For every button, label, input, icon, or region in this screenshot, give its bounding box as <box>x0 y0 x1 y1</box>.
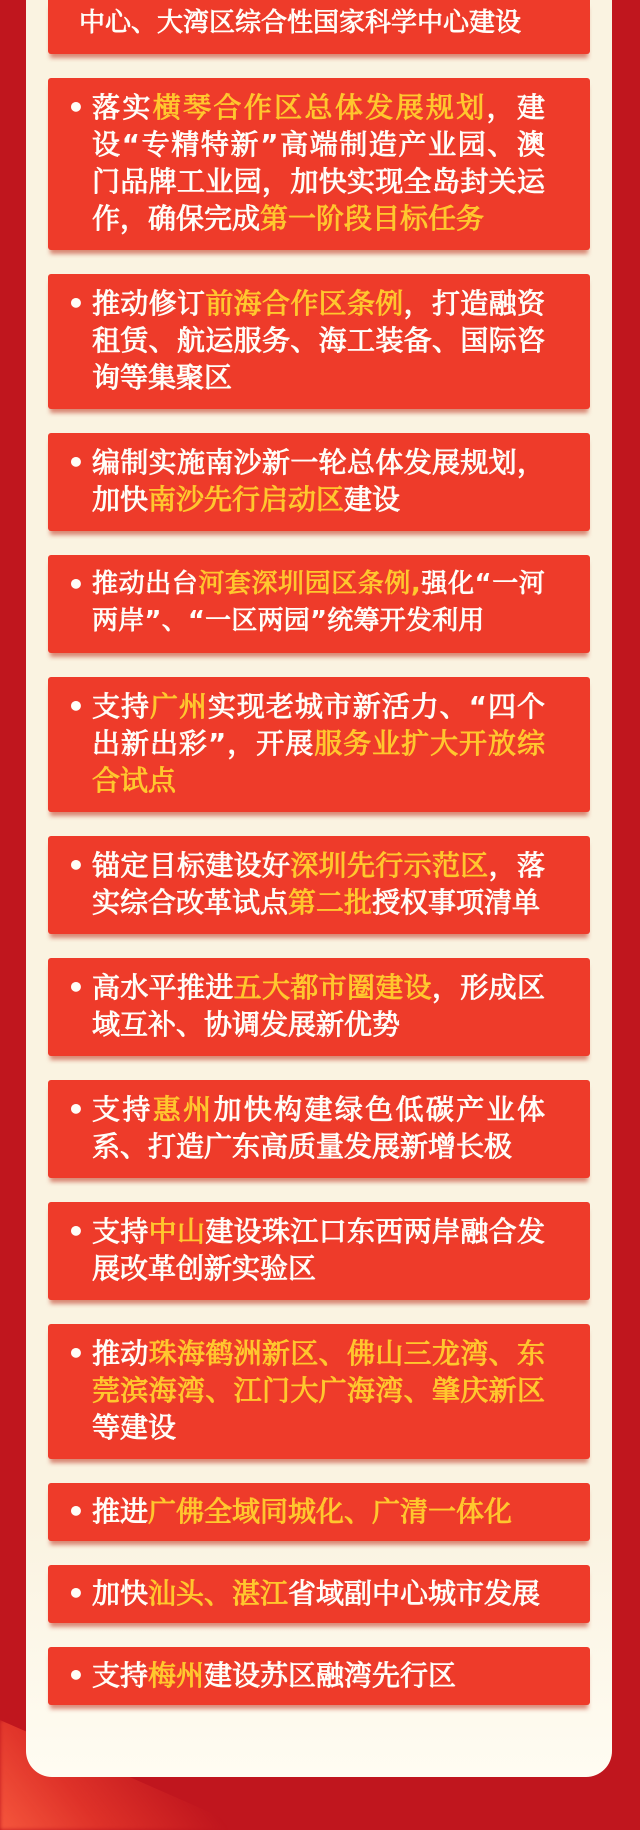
bullet-icon: • <box>67 1093 85 1126</box>
policy-item <box>48 555 590 653</box>
bullet-icon: • <box>67 1659 85 1692</box>
policy-item <box>48 1565 590 1623</box>
item-text <box>92 89 545 237</box>
item-text <box>92 444 545 518</box>
bullet-icon: • <box>66 568 86 601</box>
item-text <box>92 1657 545 1694</box>
bullet-icon: • <box>67 1337 85 1370</box>
text-run: 加快 <box>92 1577 149 1610</box>
bullet-icon: • <box>67 971 85 1004</box>
highlight-text: 第一阶段目标任务 <box>260 202 485 235</box>
text-run: 落实 <box>92 91 153 124</box>
policy-item <box>48 1647 590 1705</box>
content-panel <box>26 0 612 1777</box>
item-text <box>92 1575 545 1612</box>
policy-item <box>48 836 590 934</box>
text-run: 授权事项清单 <box>372 886 541 919</box>
highlight-text: 梅州 <box>148 1659 205 1692</box>
highlight-text: 汕头、湛江 <box>148 1577 289 1610</box>
item-text <box>92 847 545 921</box>
text-run: 建设 <box>344 483 401 516</box>
highlight-text: 前海合作区条例 <box>205 287 404 320</box>
highlight-text: 广州 <box>149 690 208 723</box>
text-run: 省域副中心城市发展 <box>288 1577 541 1610</box>
highlight-text: 深圳先行示范区 <box>290 849 489 882</box>
text-run: 强化“一河两岸”、“一区两园”统筹开发利用 <box>92 569 545 636</box>
text-run: ，落实综合改革试点 <box>92 849 545 919</box>
item-text <box>79 5 545 42</box>
policy-item <box>48 1080 590 1178</box>
item-text <box>92 1493 545 1530</box>
item-text <box>92 1091 545 1165</box>
text-run: ，打造融资租赁、航运服务、海工装备、国际咨询等集聚区 <box>92 287 545 394</box>
text-run: 实现老城市新活力、“四个出新出彩”，开展 <box>92 690 545 760</box>
policy-item <box>48 274 590 409</box>
policy-item <box>48 433 590 531</box>
policy-list <box>48 0 590 1705</box>
text-run: 支持 <box>92 1215 149 1248</box>
item-text <box>92 1213 545 1287</box>
text-run: 加快构建绿色低碳产业体系、打造广东高质量发展新增长极 <box>92 1093 545 1163</box>
text-run: 支持 <box>92 1093 153 1126</box>
text-run: 中心、大湾区综合性国家科学中心建设 <box>79 8 522 38</box>
bullet-icon: • <box>67 91 85 124</box>
item-text <box>92 688 545 799</box>
policy-item <box>48 677 590 812</box>
text-run: 高水平推进 <box>92 971 234 1004</box>
highlight-text: 河套深圳园区条例, <box>198 569 422 599</box>
bullet-icon: • <box>67 690 85 723</box>
highlight-text: 第二批 <box>288 886 373 919</box>
item-text <box>92 1335 545 1446</box>
item-text <box>92 969 545 1043</box>
text-run: 建设苏区融湾先行区 <box>204 1659 457 1692</box>
bullet-icon: • <box>67 849 85 882</box>
highlight-text: 广佛全域同城化、广清一体化 <box>148 1495 513 1528</box>
bullet-icon: • <box>67 287 85 320</box>
highlight-text: 南沙先行启动区 <box>148 483 345 516</box>
text-run: 推进 <box>92 1495 149 1528</box>
text-run: 推动 <box>92 1337 149 1370</box>
text-run: 锚定目标建设好 <box>92 849 291 882</box>
item-text <box>92 285 545 396</box>
highlight-text: 五大都市圈建设 <box>233 971 432 1004</box>
policy-item <box>48 1324 590 1459</box>
policy-item <box>48 0 590 54</box>
text-run: 支持 <box>92 1659 149 1692</box>
text-run: 推动出台 <box>92 569 199 599</box>
text-run: ，形成区域互补、协调发展新优势 <box>92 971 545 1041</box>
text-run: 建设珠江口东西两岸融合发展改革创新实验区 <box>92 1215 545 1285</box>
highlight-text: 珠海鹤洲新区、佛山三龙湾、东莞滨海湾、江门大广海湾、肇庆新区 <box>92 1337 545 1407</box>
highlight-text: 中山 <box>148 1215 206 1248</box>
text-run: ，建设“专精特新”高端制造产业园、澳门品牌工业园，加快实现全岛封关运作，确保完成 <box>92 91 545 235</box>
item-text <box>92 566 545 640</box>
bullet-icon: • <box>67 446 85 479</box>
policy-item <box>48 958 590 1056</box>
highlight-text: 横琴合作区总体发展规划 <box>152 91 487 124</box>
text-run: 推动修订 <box>92 287 206 320</box>
policy-item <box>48 1202 590 1300</box>
policy-item <box>48 1483 590 1541</box>
bullet-icon: • <box>67 1495 85 1528</box>
bullet-icon: • <box>67 1577 85 1610</box>
bullet-icon: • <box>67 1215 85 1248</box>
highlight-text: 服务业扩大开放综合试点 <box>92 727 545 797</box>
text-run: 编制实施南沙新一轮总体发展规划，加快 <box>92 446 545 516</box>
text-run: 支持 <box>92 690 150 723</box>
policy-item <box>48 78 590 250</box>
text-run: 等建设 <box>92 1411 177 1444</box>
highlight-text: 惠州 <box>152 1093 214 1126</box>
